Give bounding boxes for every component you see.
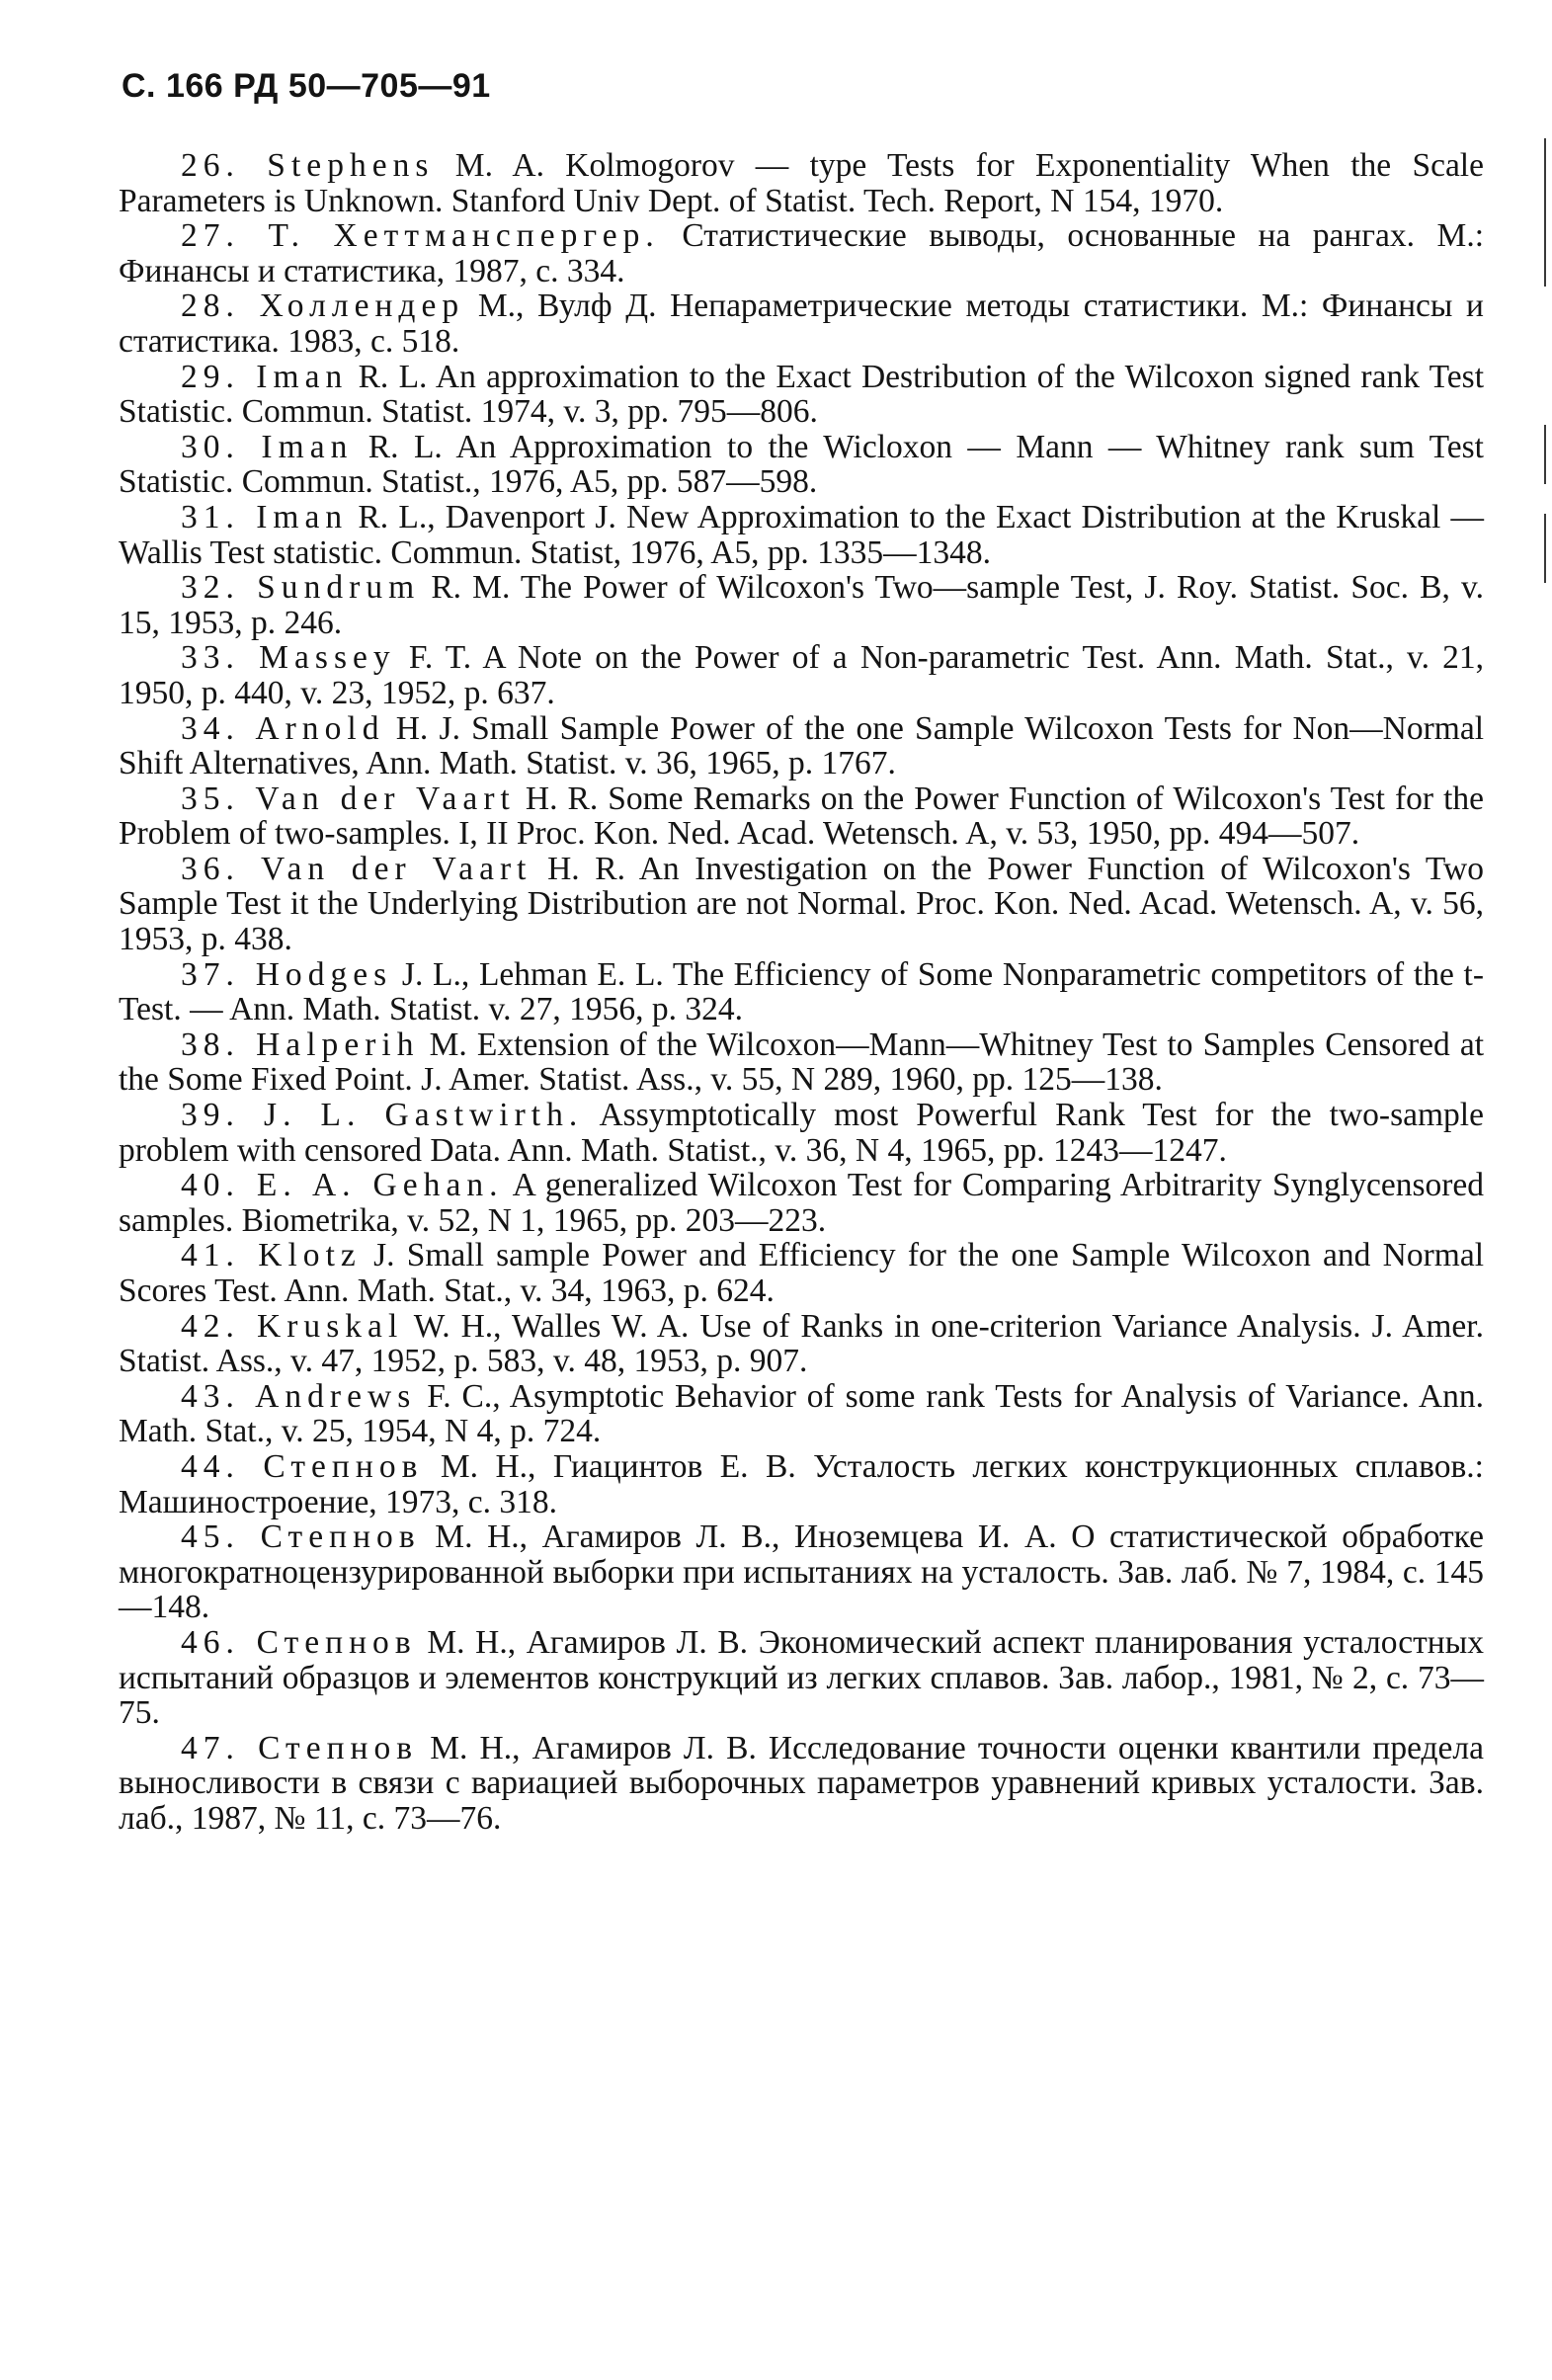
- reference-text: M. Extension of the Wilcoxon—Mann—Whitney Test to Samples Censored at the Some Fixed Point. J. Amer. Statist. Ass., v. 55, N 289, 1960, pp. 125—138.: [119, 1026, 1485, 1099]
- reference-text: R. L., Davenport J. New Approximation to the Exact Distribution at the Kruskal — Wallis Test statistic. Commun. Statist, 1976, A5, pp. 1335—1348.: [119, 498, 1485, 571]
- reference-text: W. H., Walles W. A. Use of Ranks in one-criterion Variance Analysis. J. Amer. Statist. Ass., v. 47, 1952, p. 583, v. 48, 1953, p. 907.: [119, 1307, 1484, 1380]
- reference-author: 40. E. A. Gehan.: [181, 1167, 504, 1204]
- reference-text: М. Н., Агамиров Л. В. Экономический аспект планирования усталостных испытаний образцов и элементов конструкций из легких сплавов. Зав. лабор., 1981, № 2, с. 73—75.: [119, 1623, 1484, 1732]
- reference-author: 26. Stephens: [181, 147, 435, 184]
- reference-item: [119, 1309, 1484, 1379]
- scan-edge-mark: [1544, 138, 1546, 287]
- reference-text: Assymptotically most Powerful Rank Test for the two-sample problem with censored Data. Ann. Math. Statist., v. 36, N 4, 1965, pp. 1243—1247.: [119, 1097, 1484, 1169]
- reference-item: [119, 1098, 1484, 1168]
- page-header: С. 166 РД 50—705—91: [122, 67, 491, 105]
- reference-item: [119, 711, 1484, 781]
- reference-text: M. A. Kolmogorov — type Tests for Exponentiality When the Scale Parameters is Unknown. Stanford Univ Dept. of Statist. Tech. Report, N 154, 1970.: [119, 147, 1484, 219]
- reference-list: [119, 148, 1484, 1837]
- reference-text: A generalized Wilcoxon Test for Comparing Arbitrarity Synglycensored samples. Biometrika, v. 52, N 1, 1965, pp. 203—223.: [119, 1167, 1484, 1239]
- reference-author: 37. Hodges: [181, 955, 393, 993]
- reference-author: 41. Klotz: [181, 1237, 362, 1274]
- reference-author: 31. Iman: [181, 498, 349, 535]
- reference-item: [119, 781, 1484, 852]
- reference-item: [119, 148, 1484, 218]
- reference-text: R. L. An Approximation to the Wicloxon — Mann — Whitney rank sum Test Statistic. Commun. Statist., 1976, A5, pp. 587—598.: [119, 428, 1484, 501]
- reference-item: [119, 1731, 1484, 1837]
- reference-author: 35. Van der Vaart: [181, 780, 516, 817]
- reference-text: R. M. The Power of Wilcoxon's Two—sample Test, J. Roy. Statist. Soc. B, v. 15, 1953, p. 246.: [119, 569, 1484, 641]
- reference-author: 29. Iman: [181, 358, 349, 395]
- reference-item: [119, 1449, 1484, 1519]
- reference-item: [119, 1027, 1484, 1098]
- reference-text: J. L., Lehman E. L. The Efficiency of Some Nonparametric competitors of the t-Test. — Ann. Math. Statist. v. 27, 1956, p. 324.: [119, 955, 1485, 1028]
- reference-text: H. R. An Investigation on the Power Function of Wilcoxon's Two Sample Test it the Underlying Distribution are not Normal. Proc. Kon. Ned. Acad. Wetensch. A, v. 56, 1953, p. 438.: [119, 850, 1484, 958]
- reference-item: [119, 1519, 1484, 1625]
- reference-text: H. R. Some Remarks on the Power Function of Wilcoxon's Test for the Problem of two-samples. I, II Proc. Kon. Ned. Acad. Wetensch. A, v. 53, 1950, pp. 494—507.: [119, 780, 1484, 853]
- reference-item: [119, 1168, 1484, 1238]
- reference-item: [119, 430, 1484, 500]
- reference-text: Статистические выводы, основанные на рангах. М.: Финансы и статистика, 1987, с. 334.: [119, 217, 1485, 289]
- reference-author: 46. Степнов: [181, 1623, 417, 1661]
- reference-item: [119, 500, 1484, 570]
- reference-author: 39. J. L. Gastwirth.: [181, 1097, 584, 1134]
- reference-text: J. Small sample Power and Efficiency for the one Sample Wilcoxon and Normal Scores Test. Ann. Math. Stat., v. 34, 1963, p. 624.: [119, 1237, 1485, 1309]
- reference-author: 32. Sundrum: [181, 569, 421, 607]
- reference-text: М. Н., Агамиров Л. В. Исследование точности оценки квантили предела выносливости в связи с вариацией выборочных параметров уравнений кривых усталости. Зав. лаб., 1987, № 11, с. 73—76.: [119, 1729, 1485, 1837]
- reference-author: 38. Halperih: [181, 1026, 420, 1063]
- reference-author: 27. Т. Хеттманспергер.: [181, 217, 660, 255]
- reference-author: 30. Iman: [181, 428, 354, 465]
- reference-author: 44. Степнов: [181, 1447, 424, 1485]
- scan-edge-mark: [1544, 425, 1546, 484]
- reference-text: F. T. A Note on the Power of a Non-parametric Test. Ann. Math. Stat., v. 21, 1950, p. 440, v. 23, 1952, p. 637.: [119, 639, 1484, 711]
- reference-author: 34. Arnold: [181, 709, 385, 747]
- reference-item: [119, 1379, 1484, 1449]
- reference-item: [119, 1238, 1484, 1308]
- reference-text: М. Н., Гиацинтов Е. В. Усталость легких конструкционных сплавов.: Машиностроение, 1973, с. 318.: [119, 1447, 1484, 1520]
- reference-item: [119, 218, 1484, 288]
- reference-text: H. J. Small Sample Power of the one Sample Wilcoxon Tests for Non—Normal Shift Alternatives, Ann. Math. Statist. v. 36, 1965, p. 1767.: [119, 709, 1485, 782]
- reference-author: 47. Степнов: [181, 1729, 419, 1766]
- reference-item: [119, 640, 1484, 710]
- reference-author: 28. Холлендер: [181, 287, 465, 325]
- reference-author: 42. Kruskal: [181, 1307, 404, 1345]
- reference-text: R. L. An approximation to the Exact Destribution of the Wilcoxon signed rank Test Statistic. Commun. Statist. 1974, v. 3, pp. 795—806.: [119, 358, 1484, 431]
- reference-item: [119, 957, 1484, 1027]
- reference-text: F. C., Asymptotic Behavior of some rank Tests for Analysis of Variance. Ann. Math. Stat., v. 25, 1954, N 4, p. 724.: [119, 1377, 1484, 1450]
- reference-item: [119, 852, 1484, 957]
- reference-item: [119, 360, 1484, 430]
- reference-item: [119, 1625, 1484, 1731]
- reference-text: М., Вулф Д. Непараметрические методы статистики. М.: Финансы и статистика. 1983, с. 518.: [119, 287, 1484, 360]
- reference-author: 36. Van der Vaart: [181, 850, 532, 887]
- reference-item: [119, 570, 1484, 640]
- reference-author: 43. Andrews: [181, 1377, 417, 1415]
- reference-item: [119, 288, 1484, 359]
- scan-edge-mark: [1544, 514, 1546, 583]
- reference-author: 33. Massey: [181, 639, 396, 677]
- reference-text: М. Н., Агамиров Л. В., Иноземцева И. А. О статистической обработке многократноцензурированной выборки при испытаниях на усталость. Зав. лаб. № 7, 1984, с. 145—148.: [119, 1518, 1484, 1626]
- reference-author: 45. Степнов: [181, 1518, 421, 1556]
